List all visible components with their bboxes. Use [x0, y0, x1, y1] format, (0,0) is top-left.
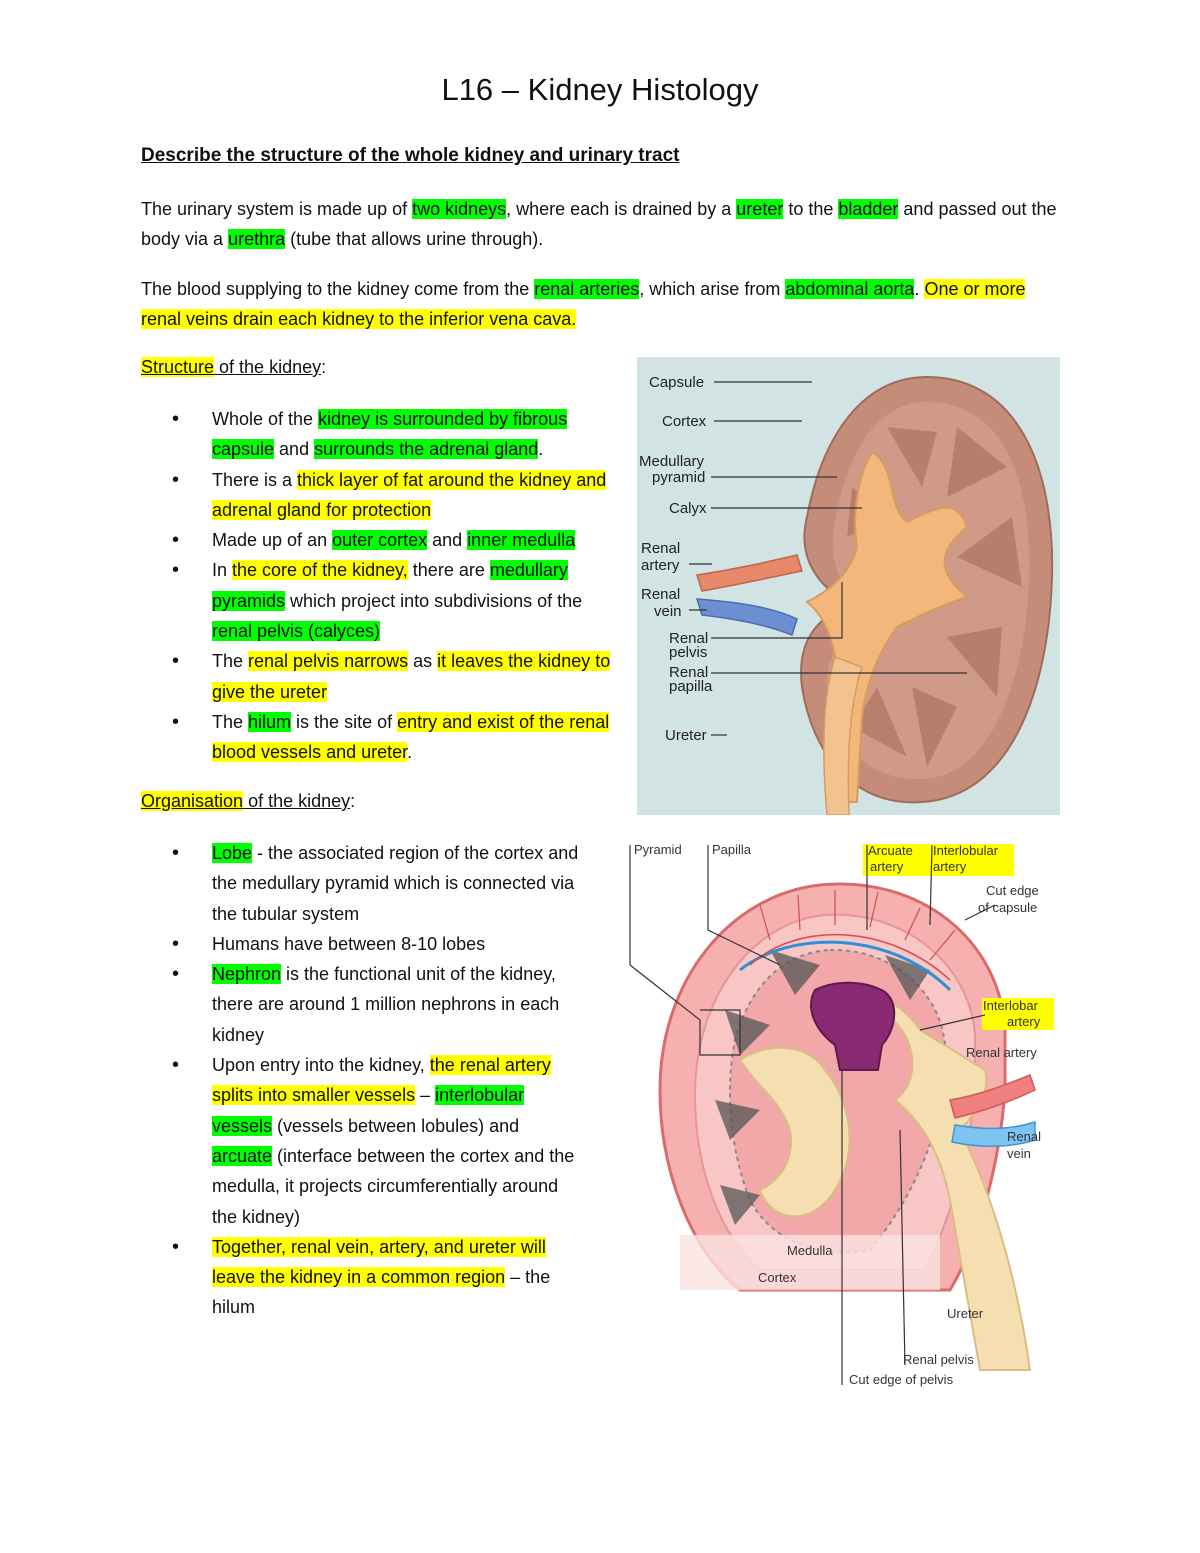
label-medullary: Medullary [639, 453, 705, 470]
label-cortex: Cortex [758, 1270, 797, 1285]
label-arcuate-1: Arcuate [868, 843, 913, 858]
organisation-heading: Organisation of the kidney: [141, 791, 356, 811]
kidney-vascular-figure [620, 830, 1060, 1395]
label-renal-pelvis: Renal pelvis [903, 1352, 974, 1367]
label-interlobular-1: Interlobular [933, 843, 999, 858]
list-item: • Nephron is the functional unit of the kidney, there are around 1 million nephrons in each kidney [172, 959, 582, 1050]
organisation-list [172, 838, 582, 1323]
label-renal-vein-2: vein [1007, 1146, 1031, 1161]
label-renal-papilla-1: Renal [669, 664, 709, 681]
list-item: • Whole of the kidney is surrounded by fibrous capsule and surrounds the adrenal gland. [172, 404, 622, 465]
list-item: • Lobe - the associated region of the cortex and the medullary pyramid which is connected via the tubular system [172, 838, 582, 929]
paragraph-blood-supply: The blood supplying to the kidney come from the renal arteries, which arise from abdominal aorta. One or more renal veins drain each kidney to the inferior vena cava. [141, 279, 1026, 329]
label-cut-edge-2: of capsule [978, 900, 1038, 915]
label-pyramid: pyramid [652, 469, 706, 486]
label-interlobar-1: Interlobar [983, 998, 1038, 1013]
label-renal-pelvis-2: pelvis [669, 644, 708, 661]
list-item: • Upon entry into the kidney, the renal artery splits into smaller vessels – interlobular vessels (vessels between lobules) and arcuate (interface between the cortex and the medulla, it projects circumferentially around the kidney) [172, 1050, 582, 1232]
label-ureter: Ureter [665, 727, 707, 744]
page-title: L16 – Kidney Histology [441, 72, 759, 107]
label-calyx: Calyx [669, 500, 707, 517]
label-papilla: Papilla [712, 842, 752, 857]
label-cortex: Cortex [662, 413, 707, 430]
label-renal-artery: Renal artery [966, 1045, 1037, 1060]
list-item: • In the core of the kidney, there are medullary pyramids which project into subdivisions of the renal pelvis (calyces) [172, 555, 622, 646]
label-pyramid: Pyramid [634, 842, 682, 857]
structure-list [172, 404, 622, 768]
label-renal-vein-1: Renal [1007, 1129, 1041, 1144]
label-renal-pelvis-1: Renal [669, 630, 709, 647]
label-cut-edge-1: Cut edge [986, 883, 1039, 898]
paragraph-urinary-system: The urinary system is made up of two kidneys, where each is drained by a ureter to the bladder and passed out the body via a urethra (tube that allows urine through). [141, 199, 1057, 249]
list-item: • There is a thick layer of fat around the kidney and adrenal gland for protection [172, 465, 622, 526]
kidney-anatomy-figure [637, 357, 1060, 815]
label-ureter: Ureter [947, 1306, 984, 1321]
label-renal-vein-2: vein [654, 603, 682, 620]
list-item: • The hilum is the site of entry and exist of the renal blood vessels and ureter. [172, 707, 622, 768]
list-item: • Together, renal vein, artery, and ureter will leave the kidney in a common region – the hilum [172, 1232, 582, 1323]
label-interlobar-2: artery [1007, 1014, 1041, 1029]
label-renal-papilla-2: papilla [669, 678, 713, 695]
list-item: • Humans have between 8-10 lobes [172, 929, 582, 959]
structure-heading: Structure of the kidney: [141, 357, 327, 377]
label-medulla: Medulla [787, 1243, 833, 1258]
label-interlobular-2: artery [933, 859, 967, 874]
section-heading: Describe the structure of the whole kidney and urinary tract [141, 145, 680, 166]
list-item: • Made up of an outer cortex and inner medulla [172, 525, 622, 555]
label-cut-edge-pelvis: Cut edge of pelvis [849, 1372, 954, 1387]
label-renal-artery-1: Renal [641, 540, 681, 557]
label-arcuate-2: artery [870, 859, 904, 874]
list-item: • The renal pelvis narrows as it leaves the kidney to give the ureter [172, 646, 622, 707]
label-renal-artery-2: artery [641, 557, 680, 574]
label-capsule: Capsule [649, 374, 705, 391]
label-renal-vein-1: Renal [641, 586, 681, 603]
